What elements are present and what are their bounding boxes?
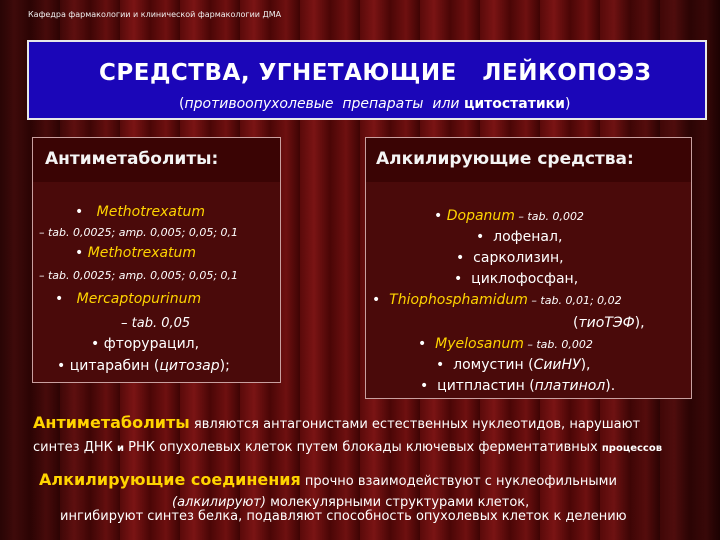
alkylating-description-line2: (алкилируют) молекулярными структурами клеток,	[172, 495, 530, 510]
alkylating-panel	[365, 137, 692, 399]
dosage-text: – tab. 0,0025; amp. 0,005; 0,05; 0,1	[39, 226, 239, 239]
list-item: • Mercaptopurinum	[55, 291, 202, 307]
list-item: • Myelosanum – tab. 0,002	[418, 336, 593, 352]
slide-subtitle: (противоопухолевые препараты или цитостатики)	[179, 96, 571, 112]
list-item: • Methotrexatum	[75, 245, 197, 261]
alkylating-description-line3: ингибируют синтез белка, подавляют способность опухолевых клеток к делению	[60, 509, 627, 524]
list-item: • Methotrexatum	[75, 204, 205, 220]
list-item: • цитарабин (цитозар);	[57, 358, 230, 374]
list-item: • цитпластин (платинол).	[420, 378, 616, 394]
alkylating-heading-bar	[366, 138, 691, 182]
alkylating-description-line1: Алкилирующие соединения прочно взаимодействуют с нуклеофильными	[39, 470, 617, 489]
list-item: • ломустин (СииНУ),	[436, 357, 591, 373]
title-box	[27, 40, 707, 120]
antimetabolites-description-line2: синтез ДНК и РНК опухолевых клеток путем блокады ключевых ферментативных процессов	[33, 440, 663, 455]
antimetabolites-heading-bar	[33, 138, 280, 182]
department-label: Кафедра фармакологии и клинической фармакологии ДМА	[28, 10, 282, 19]
dosage-text: – tab. 0,05	[121, 316, 191, 331]
dosage-text: – tab. 0,0025; amp. 0,005; 0,05; 0,1	[39, 269, 239, 282]
drug-note: (тиоТЭФ),	[573, 315, 645, 331]
list-item: • циклофосфан,	[454, 271, 579, 287]
list-item: • лофенал,	[476, 229, 563, 245]
list-item: • Dopanum – tab. 0,002	[434, 208, 584, 224]
antimetabolites-panel	[32, 137, 281, 383]
antimetabolites-heading: Антиметаболиты:	[45, 149, 219, 169]
alkylating-heading: Алкилирующие средства:	[376, 149, 634, 169]
list-item: • сарколизин,	[456, 250, 564, 266]
list-item: • фторурацил,	[91, 336, 200, 352]
slide-title: СРЕДСТВА, УГНЕТАЮЩИЕ ЛЕЙКОПОЭЗ	[99, 60, 652, 86]
antimetabolites-description-line1: Антиметаболиты являются антагонистами естественных нуклеотидов, нарушают	[33, 413, 641, 432]
list-item: • Thiophosphamidum – tab. 0,01; 0,02	[372, 292, 622, 308]
